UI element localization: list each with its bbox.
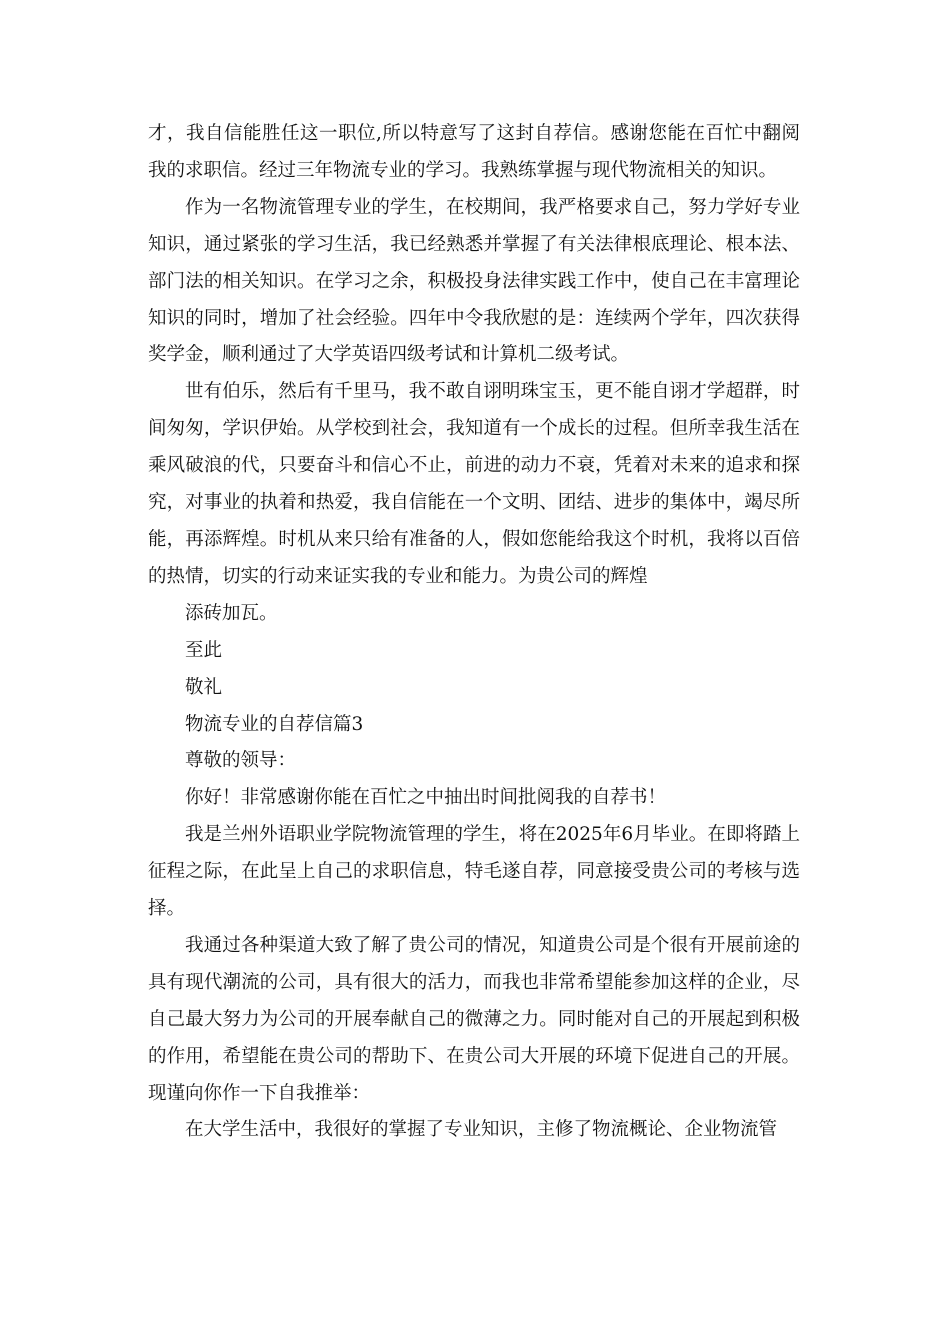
paragraph-4: 添砖加瓦。 bbox=[185, 602, 278, 624]
paragraph-intro: 我是兰州外语职业学院物流管理的学生，将在2025年6月毕业。在即将踏上征程之际，在此呈上自己的求职信息，特毛遂自荐，同意接受贵公司的考核与选择。 bbox=[148, 824, 800, 920]
salutation-regards: 敬礼 bbox=[185, 676, 223, 698]
paragraph-study: 在大学生活中，我很好的掌握了专业知识，主修了物流概论、企业物流管 bbox=[185, 1119, 778, 1141]
paragraph-2: 作为一名物流管理专业的学生，在校期间，我严格要求自己，努力学好专业知识，通过紧张的学习生活，我已经熟悉并掌握了有关法律根底理论、根本法、部门法的相关知识。在学习之余，积极投身法律实践工作中，使自己在丰富理论知识的同时，增加了社会经验。四年中令我欣慰的是：连续两个学年，四次获得奖学金，顺利通过了大学英语四级考试和计算机二级考试。 bbox=[148, 196, 800, 366]
paragraph-1: 才，我自信能胜任这一职位,所以特意写了这封自荐信。感谢您能在百忙中翻阅我的求职信。经过三年物流专业的学习。我熟练掌握与现代物流相关的知识。 bbox=[148, 123, 800, 181]
greeting-line: 你好！非常感谢你能在百忙之中抽出时间批阅我的自荐书！ bbox=[185, 787, 667, 809]
greeting-recipient: 尊敬的领导： bbox=[185, 750, 297, 772]
paragraph-company: 我通过各种渠道大致了解了贵公司的情况，知道贵公司是个很有开展前途的具有现代潮流的公司，具有很大的活力，而我也非常希望能参加这样的企业，尽自己最大努力为公司的开展奉献自己的微薄之力。同时能对自己的开展起到积极的作用，希望能在贵公司的帮助下、在贵公司大开展的环境下促进自己的开展。现谨向你作一下自我推举： bbox=[148, 934, 800, 1104]
closing-line: 至此 bbox=[185, 639, 223, 661]
paragraph-3: 世有伯乐，然后有千里马，我不敢自诩明珠宝玉，更不能自诩才学超群，时间匆匆，学识伊始。从学校到社会，我知道有一个成长的过程。但所幸我生活在乘风破浪的代，只要奋斗和信心不止，前进的动力不衰，凭着对未来的追求和探究，对事业的执着和热爱，我自信能在一个文明、团结、进步的集体中，竭尽所能，再添辉煌。时机从来只给有准备的人，假如您能给我这个时机，我将以百倍的热情，切实的行动来证实我的专业和能力。为贵公司的辉煌 bbox=[148, 381, 800, 587]
document-body bbox=[148, 116, 800, 1149]
section-title: 物流专业的自荐信篇3 bbox=[185, 713, 364, 735]
